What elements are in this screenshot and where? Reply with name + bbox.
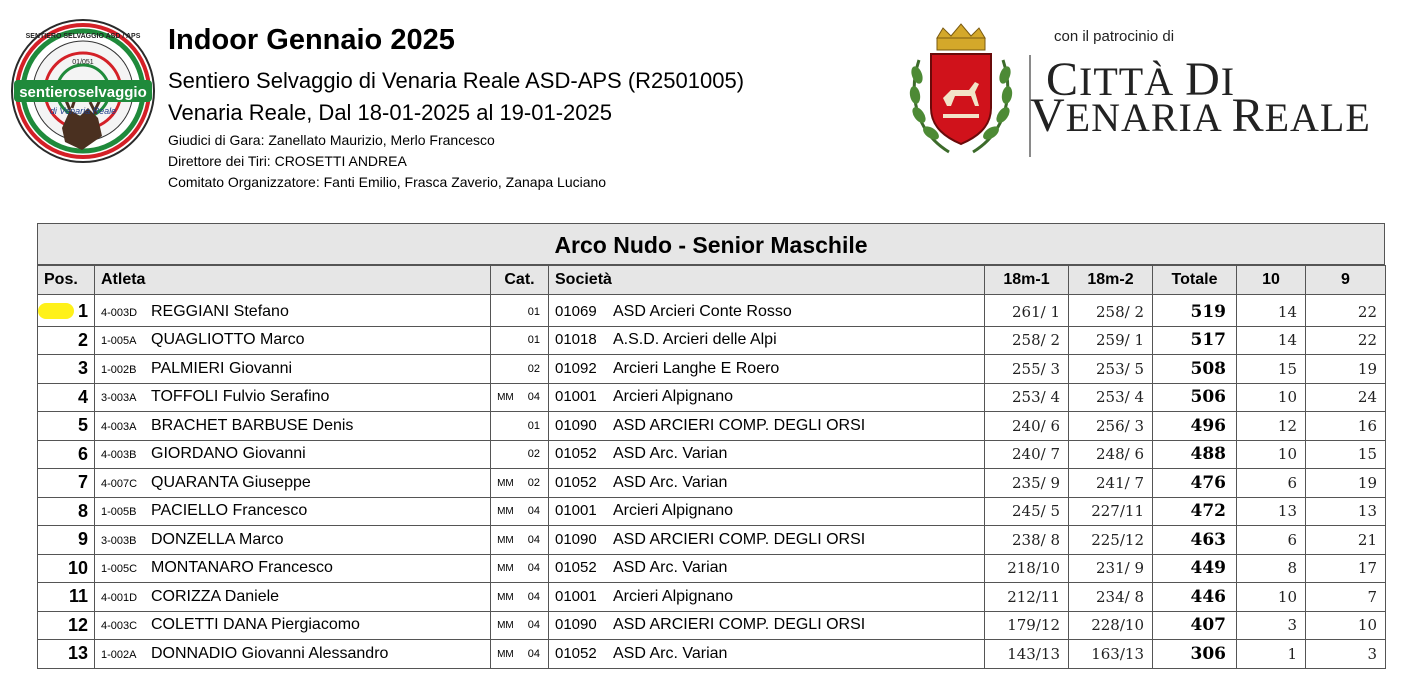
cell-total: 463 <box>1153 526 1237 555</box>
cell-cat <box>491 440 549 469</box>
cell-pos <box>38 526 95 555</box>
position-number: 9 <box>77 529 88 550</box>
athlete-cat: 04 <box>527 391 540 404</box>
position-number: 6 <box>77 443 88 464</box>
athlete-target-code: 1-005A <box>101 335 137 348</box>
athlete-cat: 01 <box>527 419 540 432</box>
athlete-class: MM <box>497 477 514 489</box>
society-code: 01018 <box>555 331 597 349</box>
cell-round2: 231/ 9 <box>1069 554 1153 583</box>
table-row <box>38 583 1386 612</box>
athlete-class: MM <box>497 563 514 575</box>
cell-round2: 256/ 3 <box>1069 412 1153 441</box>
results-table-wrapper <box>37 223 1385 669</box>
cell-tens: 14 <box>1237 298 1306 326</box>
cell-round1: 261/ 1 <box>985 298 1069 326</box>
col-header-nines: 9 <box>1306 266 1386 295</box>
logo-code: 01/051 <box>72 59 94 66</box>
col-header-society: Società <box>549 266 985 295</box>
cell-round1: 258/ 2 <box>985 326 1069 355</box>
athlete-target-code: 4-003A <box>101 420 137 433</box>
cell-athlete <box>95 469 491 498</box>
table-row <box>38 412 1386 441</box>
athlete-cat: 02 <box>527 448 540 461</box>
cell-pos <box>38 554 95 583</box>
society-name: A.S.D. Arcieri delle Alpi <box>613 331 777 349</box>
cell-round1: 255/ 3 <box>985 355 1069 384</box>
cell-society <box>549 526 985 555</box>
cell-tens: 1 <box>1237 640 1306 669</box>
position-number: 3 <box>77 358 88 379</box>
cell-tens: 6 <box>1237 469 1306 498</box>
cell-total: 306 <box>1153 640 1237 669</box>
table-row <box>38 526 1386 555</box>
cell-cat <box>491 554 549 583</box>
cell-athlete <box>95 611 491 640</box>
cell-tens: 10 <box>1237 440 1306 469</box>
col-header-athlete: Atleta <box>95 266 491 295</box>
athlete-name: PACIELLO Francesco <box>151 502 308 520</box>
athlete-cat: 04 <box>527 647 540 660</box>
patron-label: con il patrocinio di <box>1054 28 1175 45</box>
cell-round1: 245/ 5 <box>985 497 1069 526</box>
cell-round2: 234/ 8 <box>1069 583 1153 612</box>
society-name: Arcieri Langhe E Roero <box>613 359 780 377</box>
cell-round2: 253/ 4 <box>1069 383 1153 412</box>
logo-main-text: sentieroselvaggio <box>19 84 147 101</box>
cell-total: 508 <box>1153 355 1237 384</box>
club-logo <box>10 18 156 164</box>
cell-round1: 240/ 7 <box>985 440 1069 469</box>
cell-nines: 19 <box>1306 355 1386 384</box>
athlete-target-code: 3-003A <box>101 392 137 405</box>
cell-cat <box>491 298 549 326</box>
cell-tens: 13 <box>1237 497 1306 526</box>
cell-society <box>549 355 985 384</box>
cell-society <box>549 440 985 469</box>
col-header-total: Totale <box>1153 266 1237 295</box>
athlete-name: COLETTI DANA Piergiacomo <box>151 616 360 634</box>
cell-cat <box>491 383 549 412</box>
society-code: 01052 <box>555 644 597 662</box>
event-committee: Comitato Organizzatore: Fanti Emilio, Frasca Zaverio, Zanapa Luciano <box>168 174 607 190</box>
table-header-row <box>38 266 1386 295</box>
society-code: 01001 <box>555 502 597 520</box>
cell-total: 449 <box>1153 554 1237 583</box>
society-name: ASD ARCIERI COMP. DEGLI ORSI <box>613 616 866 634</box>
cell-cat <box>491 326 549 355</box>
society-code: 01052 <box>555 473 597 491</box>
athlete-target-code: 1-002A <box>101 648 137 661</box>
col-header-pos: Pos. <box>38 266 95 295</box>
table-row <box>38 640 1386 669</box>
cell-round2: 225/12 <box>1069 526 1153 555</box>
society-name: Arcieri Alpignano <box>613 502 734 520</box>
col-header-round1: 18m-1 <box>985 266 1069 295</box>
athlete-name: QUAGLIOTTO Marco <box>151 331 305 349</box>
athlete-target-code: 1-005B <box>101 506 137 519</box>
cell-tens: 3 <box>1237 611 1306 640</box>
table-row <box>38 383 1386 412</box>
cell-round2: 248/ 6 <box>1069 440 1153 469</box>
cell-round1: 218/10 <box>985 554 1069 583</box>
cell-round2: 241/ 7 <box>1069 469 1153 498</box>
table-row <box>38 469 1386 498</box>
athlete-name: DONZELLA Marco <box>151 530 284 548</box>
col-header-tens: 10 <box>1237 266 1306 295</box>
cell-athlete <box>95 355 491 384</box>
cell-total: 488 <box>1153 440 1237 469</box>
athlete-name: MONTANARO Francesco <box>151 559 333 577</box>
cell-nines: 22 <box>1306 326 1386 355</box>
society-name: ASD Arc. Varian <box>613 559 728 577</box>
athlete-name: REGGIANI Stefano <box>151 302 289 320</box>
athlete-class: MM <box>497 392 514 404</box>
cell-round1: 143/13 <box>985 640 1069 669</box>
cell-nines: 19 <box>1306 469 1386 498</box>
cell-tens: 15 <box>1237 355 1306 384</box>
position-number: 13 <box>67 643 88 664</box>
cell-nines: 3 <box>1306 640 1386 669</box>
athlete-target-code: 3-003B <box>101 534 137 547</box>
cell-pos <box>38 440 95 469</box>
results-table <box>37 265 1386 669</box>
logo-sub-text: di Venaria Reale <box>49 106 117 116</box>
cell-society <box>549 469 985 498</box>
col-header-round2: 18m-2 <box>1069 266 1153 295</box>
cell-nines: 16 <box>1306 412 1386 441</box>
cell-total: 472 <box>1153 497 1237 526</box>
society-code: 01092 <box>555 359 597 377</box>
athlete-cat: 02 <box>527 362 540 375</box>
table-row <box>38 355 1386 384</box>
cell-total: 519 <box>1153 298 1237 326</box>
cell-round2: 253/ 5 <box>1069 355 1153 384</box>
highlight-mark <box>38 303 74 319</box>
cell-pos <box>38 640 95 669</box>
cell-round1: 253/ 4 <box>985 383 1069 412</box>
society-name: ASD Arc. Varian <box>613 644 728 662</box>
cell-athlete <box>95 583 491 612</box>
cell-total: 476 <box>1153 469 1237 498</box>
cell-nines: 21 <box>1306 526 1386 555</box>
cell-tens: 10 <box>1237 383 1306 412</box>
cell-cat <box>491 355 549 384</box>
cell-round2: 228/10 <box>1069 611 1153 640</box>
athlete-name: BRACHET BARBUSE Denis <box>151 416 354 434</box>
cell-athlete <box>95 326 491 355</box>
cell-total: 506 <box>1153 383 1237 412</box>
cell-tens: 12 <box>1237 412 1306 441</box>
patron-city-line1: CITTÀ DI <box>1046 53 1236 106</box>
position-number: 10 <box>67 557 88 578</box>
cell-athlete <box>95 412 491 441</box>
cell-pos <box>38 611 95 640</box>
cell-tens: 6 <box>1237 526 1306 555</box>
city-crest-icon <box>905 20 1017 160</box>
athlete-cat: 04 <box>527 619 540 632</box>
society-code: 01052 <box>555 559 597 577</box>
position-number: 5 <box>77 415 88 436</box>
athlete-target-code: 1-005C <box>101 563 138 576</box>
cell-cat <box>491 497 549 526</box>
society-name: Arcieri Alpignano <box>613 587 734 605</box>
athlete-name: GIORDANO Giovanni <box>151 445 306 463</box>
cell-society <box>549 298 985 326</box>
athlete-name: TOFFOLI Fulvio Serafino <box>151 388 330 406</box>
cell-society <box>549 326 985 355</box>
athlete-cat: 01 <box>527 334 540 347</box>
cell-athlete <box>95 383 491 412</box>
cell-society <box>549 611 985 640</box>
event-organizer: Sentiero Selvaggio di Venaria Reale ASD-APS (R2501005) <box>168 68 745 93</box>
position-number: 2 <box>77 329 88 350</box>
athlete-class: MM <box>497 620 514 632</box>
event-title: Indoor Gennaio 2025 <box>168 24 455 56</box>
society-code: 01001 <box>555 587 597 605</box>
cell-society <box>549 412 985 441</box>
patron-city-line2: VENARIA REALE <box>1030 89 1371 142</box>
cell-athlete <box>95 440 491 469</box>
athlete-name: QUARANTA Giuseppe <box>151 473 311 491</box>
cell-pos <box>38 383 95 412</box>
cell-tens: 10 <box>1237 583 1306 612</box>
cell-tens: 8 <box>1237 554 1306 583</box>
cell-pos <box>38 497 95 526</box>
cell-pos <box>38 412 95 441</box>
cell-nines: 24 <box>1306 383 1386 412</box>
cell-cat <box>491 611 549 640</box>
cell-athlete <box>95 640 491 669</box>
cell-nines: 15 <box>1306 440 1386 469</box>
athlete-class: MM <box>497 506 514 518</box>
cell-round1: 240/ 6 <box>985 412 1069 441</box>
cell-pos <box>38 355 95 384</box>
position-number: 8 <box>77 500 88 521</box>
athlete-target-code: 1-002B <box>101 363 137 376</box>
cell-society <box>549 554 985 583</box>
event-judges: Giudici di Gara: Zanellato Maurizio, Merlo Francesco <box>168 132 495 148</box>
athlete-cat: 02 <box>527 476 540 489</box>
cell-athlete <box>95 554 491 583</box>
table-row <box>38 554 1386 583</box>
cell-nines: 10 <box>1306 611 1386 640</box>
cell-nines: 17 <box>1306 554 1386 583</box>
event-director: Direttore dei Tiri: CROSETTI ANDREA <box>168 153 407 169</box>
society-code: 01090 <box>555 530 597 548</box>
cell-pos <box>38 326 95 355</box>
cell-society <box>549 383 985 412</box>
society-code: 01001 <box>555 388 597 406</box>
athlete-cat: 01 <box>527 305 540 318</box>
cell-society <box>549 497 985 526</box>
cell-round2: 259/ 1 <box>1069 326 1153 355</box>
cell-total: 407 <box>1153 611 1237 640</box>
cell-round2: 227/11 <box>1069 497 1153 526</box>
athlete-target-code: 4-003D <box>101 306 138 319</box>
event-place-date: Venaria Reale, Dal 18-01-2025 al 19-01-2025 <box>168 100 612 125</box>
cell-round2: 163/13 <box>1069 640 1153 669</box>
cell-athlete <box>95 497 491 526</box>
cell-round1: 235/ 9 <box>985 469 1069 498</box>
society-name: ASD ARCIERI COMP. DEGLI ORSI <box>613 530 866 548</box>
cell-athlete <box>95 298 491 326</box>
position-number: 7 <box>77 472 88 493</box>
cell-cat <box>491 412 549 441</box>
cell-society <box>549 583 985 612</box>
society-name: ASD Arc. Varian <box>613 473 728 491</box>
society-name: ASD ARCIERI COMP. DEGLI ORSI <box>613 416 866 434</box>
cell-cat <box>491 526 549 555</box>
athlete-name: DONNADIO Giovanni Alessandro <box>151 644 389 662</box>
cell-society <box>549 640 985 669</box>
society-name: ASD Arc. Varian <box>613 445 728 463</box>
table-row <box>38 440 1386 469</box>
athlete-cat: 04 <box>527 533 540 546</box>
athlete-target-code: 4-007C <box>101 477 138 490</box>
table-row <box>38 497 1386 526</box>
society-name: Arcieri Alpignano <box>613 388 734 406</box>
athlete-name: PALMIERI Giovanni <box>151 359 293 377</box>
cell-pos <box>38 298 95 326</box>
athlete-class: MM <box>497 591 514 603</box>
table-row <box>38 611 1386 640</box>
position-number: 11 <box>68 586 88 607</box>
society-code: 01069 <box>555 302 597 320</box>
athlete-class: MM <box>497 648 514 660</box>
cell-nines: 7 <box>1306 583 1386 612</box>
position-number: 4 <box>77 386 88 407</box>
position-number: 1 <box>77 301 88 322</box>
table-row <box>38 298 1386 326</box>
cell-pos <box>38 469 95 498</box>
society-code: 01052 <box>555 445 597 463</box>
society-code: 01090 <box>555 616 597 634</box>
cell-cat <box>491 640 549 669</box>
cell-total: 517 <box>1153 326 1237 355</box>
cell-cat <box>491 469 549 498</box>
athlete-target-code: 4-003B <box>101 449 137 462</box>
cell-cat <box>491 583 549 612</box>
athlete-cat: 04 <box>527 590 540 603</box>
cell-total: 446 <box>1153 583 1237 612</box>
athlete-class: MM <box>497 534 514 546</box>
society-code: 01090 <box>555 416 597 434</box>
col-header-cat: Cat. <box>491 266 549 295</box>
cell-nines: 13 <box>1306 497 1386 526</box>
cell-athlete <box>95 526 491 555</box>
logo-arc-text: SENTIERO SELVAGGIO ASD / APS <box>25 33 141 40</box>
athlete-target-code: 4-003C <box>101 620 138 633</box>
category-title: Arco Nudo - Senior Maschile <box>37 223 1385 265</box>
athlete-name: CORIZZA Daniele <box>151 587 280 605</box>
cell-round1: 212/11 <box>985 583 1069 612</box>
cell-round1: 238/ 8 <box>985 526 1069 555</box>
position-number: 12 <box>67 614 88 635</box>
table-row <box>38 326 1386 355</box>
cell-pos <box>38 583 95 612</box>
athlete-target-code: 4-001D <box>101 591 138 604</box>
cell-tens: 14 <box>1237 326 1306 355</box>
society-name: ASD Arcieri Conte Rosso <box>613 302 792 320</box>
cell-round1: 179/12 <box>985 611 1069 640</box>
athlete-cat: 04 <box>527 505 540 518</box>
cell-nines: 22 <box>1306 298 1386 326</box>
athlete-cat: 04 <box>527 562 540 575</box>
cell-total: 496 <box>1153 412 1237 441</box>
cell-round2: 258/ 2 <box>1069 298 1153 326</box>
